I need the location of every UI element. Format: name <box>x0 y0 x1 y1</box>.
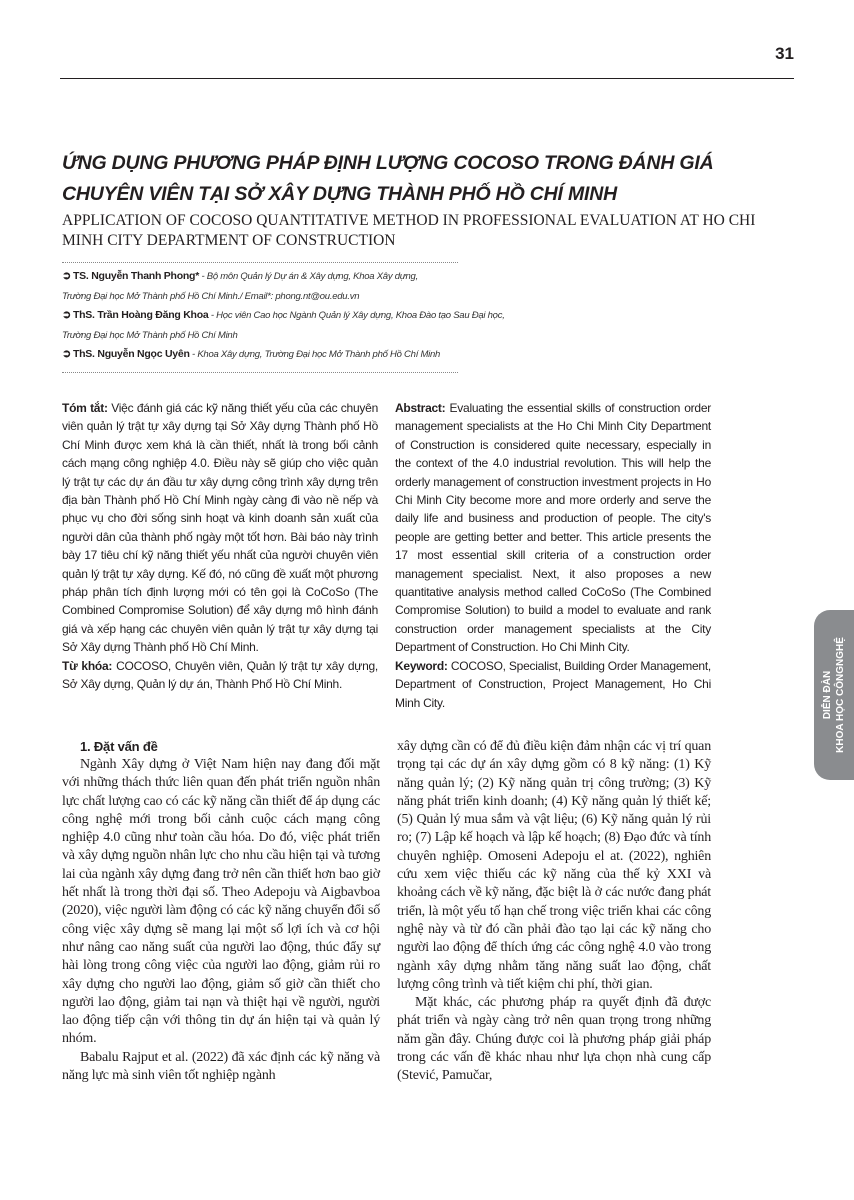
abstract-en-paragraph <box>395 399 711 657</box>
author-affiliation: - Bộ môn Quản lý Dự án & Xây dựng, Khoa Xây dựng, <box>199 271 418 282</box>
abstract-english <box>395 399 711 712</box>
author-name: TS. Nguyễn Thanh Phong* <box>72 270 200 282</box>
body-column-right <box>397 738 711 1086</box>
author-affiliation: - Học viên Cao học Ngành Quản lý Xây dựng, Khoa Đào tạo Sau Đại học, <box>208 310 505 321</box>
abstract-vi-text: Việc đánh giá các kỹ năng thiết yếu của các chuyên viên quản lý trật tự xây dựng tại Sở Xây dựng Thành phố Hồ Chí Minh được xem khá là cần thiết, nhất là trong bối cảnh cách mạng công nghiệp 4.0. Điều này sẽ giúp cho việc quản lý trật tự các dự án đầu tư xây dựng công trình xây dựng trên địa bàn Thành phố Hồ Chí Minh ngày càng đi vào nề nếp và phục vụ cho đời sống sinh hoạt và kinh doanh sản xuất của người dân của thành phố ngày một tốt hơn. Bài báo này trình bày 17 tiêu chí kỹ năng thiết yếu nhất của người chuyên viên quản lý trật tự xây dựng. Kế đó, nó cũng đề xuất một phương pháp phân tích định lượng mới có tên gọi là CoCoSo (The Combined Compromise Solution) để xây dựng mô hình đánh giá và xếp hạng các chuyên viên quản lý trật tự xây dựng tại Sở Xây dựng Thành phố Hồ Chí Minh. <box>62 401 379 655</box>
divider-top <box>62 262 458 263</box>
page-number: 31 <box>775 44 794 63</box>
body-paragraph: Ngành Xây dựng ở Việt Nam hiện nay đang đối mặt với những thách thức liên quan đến phát triển nguồn nhân lực chất lượng cao có các kỹ năng cần thiết để áp dụng các công nghệ mới trong bối cảnh cuộc cách mạng công nghiệp 4.0 cũng như toàn cầu hóa. Do đó, việc phát triển và xây dựng nguồn nhân lực cho nhu cầu hiện tại và tương lai của ngành xây dựng đang trở nên cần thiết hơn bao giờ hết nhất là trong thời đại số. Theo Adepoju và Aigbavboa (2020), việc người làm động có các kỹ năng chuyển đổi số công việc xây dựng sẽ mang lại một số lợi ích và cơ hội như nâng cao năng suất của người lao động, thúc đẩy sự hài lòng trong công việc của người lao động, giảm rủi ro xây dựng cho người lao động, giảm số giờ cần thiết cho người lao động, giảm tai nạn và thiệt hại về người, người lao động tiếp cận với thông tin dự án hiện tại và quản lý nhóm. <box>62 757 380 1047</box>
section-side-tab-label <box>821 637 847 753</box>
body-column-left <box>62 738 380 1085</box>
abstract-en-text: Evaluating the essential skills of construction order management specialists at the Ho Chi Minh City Department of Construction is considered quite necessary, especially in the context of the 4.0 industrial revolution. This will help the orderly management of construction investment projects in Ho Chi Minh City become more and more orderly and serve the daily life and business and production of people. The city's people are getting better and better. This article presents the 17 most essential skill criteria of a construction order management specialist. Next, it also proposes a new quantitative analysis method called CoCoSo (The Combined Compromise Solution) to build a model to evaluate and rank construction order management specialists at the City Department of Construction. Ho Chi Minh City. <box>395 401 711 655</box>
article-title-english: APPLICATION OF COCOSO QUANTITATIVE METHOD IN PROFESSIONAL EVALUATION AT HO CHI MINH CITY DEPARTMENT OF CONSTRUCTION <box>62 212 756 249</box>
side-tab-line-1: DIỄN ĐÀN <box>822 670 833 720</box>
arrow-right-icon: ➲ <box>62 309 71 321</box>
author-affiliation: Trường Đại học Mở Thành phố Hồ Chí Minh <box>62 329 238 341</box>
article-title-vietnamese: ỨNG DỤNG PHƯƠNG PHÁP ĐỊNH LƯỢNG COCOSO TRONG ĐÁNH GIÁ CHUYÊN VIÊN TẠI SỞ XÂY DỰNG THÀNH PHỐ HỒ CHÍ MINH <box>62 152 714 205</box>
author-2-affiliation-cont <box>62 326 482 346</box>
body-paragraph: xây dựng cần có để đủ điều kiện đảm nhận các vị trí quan trọng tại các dự án xây dựng gồm có 8 kỹ năng: (1) Kỹ năng quản lý; (2) Kỹ năng quản trị công trường; (3) Kỹ năng phát triển kinh doanh; (4) Kỹ năng quản lý thiết kế; (5) Quản lý mua sắm và vật liệu; (6) Kỹ năng quản lý rủi ro; (7) Lập kế hoạch và lập kế hoạch; (8) Đạo đức và tính chuyên nghiệp. Omoseni Adepoju el at. (2022), nghiên cứu xem việc thiếu các kỹ năng của thế kỷ XXI và khoảng cách về kỹ năng, đặc biệt là ở các nước đang phát triển, là một yếu tố hạn chế trong việc triển khai các công nghệ này và từ đó cần phải đào tạo lại các kỹ năng cho người lao động để thích ứng các công nghệ 4.0 vào trong ngành xây dựng nhằm tăng năng suất lao động, chất lượng công trình và tiết kiệm chi phí, thời gian. <box>397 739 711 992</box>
author-affiliation: Trường Đại học Mở Thành phố Hồ Chí Minh./ Email*: phong.nt@ou.edu.vn <box>62 290 360 302</box>
abstract-vi-label: Tóm tắt: <box>62 401 108 415</box>
body-paragraph: Mặt khác, các phương pháp ra quyết định đã được phát triển và ngày càng trở nên quan trọng trong những năm gần đây. Chúng được coi là phương pháp giải pháp trong các vấn đề khác nhau như lựa chọn nhà cung cấp (Stević, Pamučar, <box>397 995 711 1084</box>
author-affiliation: - Khoa Xây dựng, Trường Đại học Mở Thành phố Hồ Chí Minh <box>189 349 441 360</box>
abstract-vietnamese <box>62 399 378 694</box>
abstract-vi-paragraph <box>62 399 378 657</box>
author-3 <box>62 345 482 365</box>
section-heading: 1. Đặt vấn đề <box>80 739 158 754</box>
keywords-en-label: Keyword: <box>395 658 448 673</box>
header-rule <box>60 78 794 79</box>
author-name: ThS. Trần Hoàng Đăng Khoa <box>72 309 209 321</box>
side-tab-line-2: KHOA HỌC CÔNGNGHỆ <box>835 637 846 753</box>
author-name: ThS. Nguyễn Ngọc Uyên <box>72 348 190 360</box>
keywords-vi-label: Từ khóa: <box>62 658 113 673</box>
author-1-affiliation-cont <box>62 287 482 307</box>
author-2 <box>62 306 505 326</box>
keywords-en-text: COCOSO, Specialist, Building Order Management, Department of Construction, Project Management, Ho Chi Minh City. <box>395 658 711 710</box>
divider-bottom <box>62 372 458 373</box>
arrow-right-icon: ➲ <box>62 270 71 282</box>
author-1 <box>62 267 482 287</box>
keywords-vi-paragraph <box>62 657 378 694</box>
keywords-vi-text: COCOSO, Chuyên viên, Quản lý trật tự xây dựng, Sở Xây dựng, Quản lý dự án, Thành Phố Hồ Chí Minh. <box>62 658 378 692</box>
body-paragraph: Babalu Rajput et al. (2022) đã xác định các kỹ năng và năng lực mà sinh viên tốt nghiệp ngành <box>62 1049 380 1084</box>
author-block <box>62 267 505 365</box>
abstract-en-label: Abstract: <box>395 401 446 415</box>
arrow-right-icon: ➲ <box>62 348 71 360</box>
keywords-en-paragraph <box>395 657 711 712</box>
